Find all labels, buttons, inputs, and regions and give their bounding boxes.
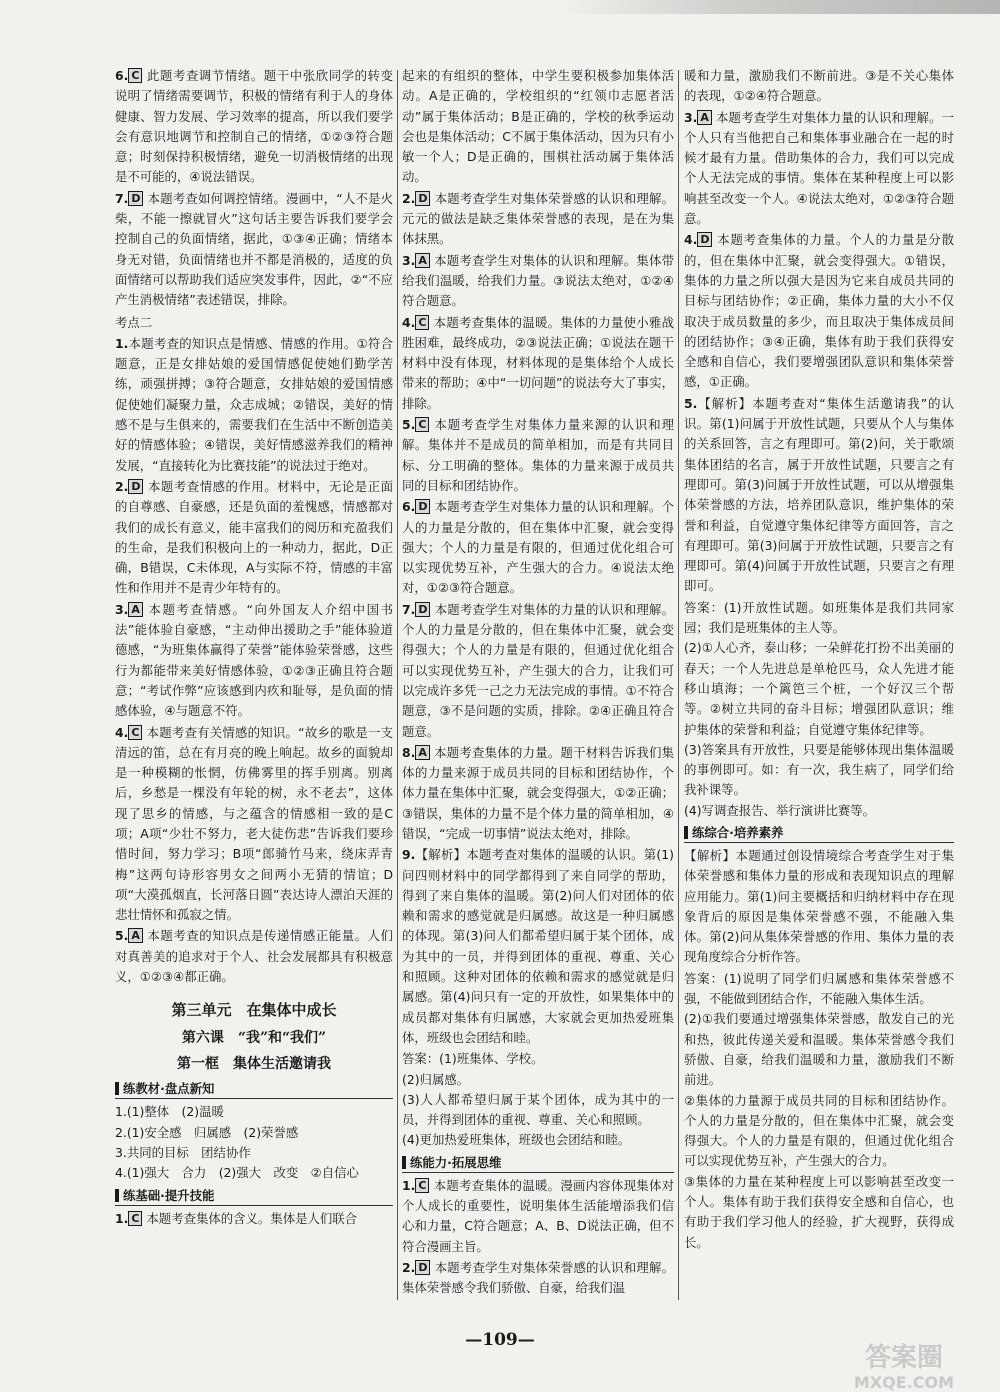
answer-line: 答案：(1)说明了同学们归属感和集体荣誉感不强，不能做到团结合作，不能融入集体生活。: [684, 970, 954, 1007]
answer-line: (2)①人心齐，泰山移；一朵鲜花打扮不出美丽的春天；一个人先进总是单枪匹马，众人先进才能移山填海；一个篱笆三个桩，一个好汉三个帮等。②树立共同的奋斗目标；增强团队意识；维护集体的荣誉和利益；自觉遵守集体纪律等。: [684, 640, 954, 737]
answer-line: (3)人人都希望归属于某个团体，成为其中的一员，并得到团体的重视、尊重、关心和照顾。: [402, 1091, 674, 1128]
answer-line: 答案：(1)班集体、学校。: [402, 1051, 544, 1067]
answer-line: 答案：(1)开放性试题。如班集体是我们共同家园；我们是班集体的主人等。: [684, 599, 954, 636]
section-marker-icon: [115, 1082, 119, 1095]
section-marker-icon: [684, 826, 688, 839]
answer-block: [684, 969, 954, 1253]
answer-letter-badge: D: [415, 1260, 430, 1275]
watermark-url: MXQE.COM: [853, 1373, 955, 1392]
answer-line: ③集体的力量在某种程度上可以影响甚至改变一个人。集体有助于我们获得安全感和自信心，也有助于我们学习他人的经验，扩大视野，获得成长。: [684, 1173, 954, 1250]
column-left: [115, 66, 393, 1316]
answer-letter-badge: D: [128, 479, 143, 494]
answer-letter-badge: A: [128, 928, 143, 943]
answer-item: 5. A 本题考查的知识点是传递情感正能量。人们对真善美的追求对于个人、社会发展都具有积极意义，①②③④都正确。: [115, 928, 393, 985]
answer-letter-badge: D: [415, 191, 430, 206]
answer-item: 3. A 本题考查情感。“向外国友人介绍中国书法”能体验自豪感，“主动伸出援助之手”能体验道德感，“为班集体赢得了荣誉”能体验荣誉感，这些行为都能带来美好情感体验，①②③正确且符合题意；“考试作弊”应该感到内疚和耻辱，是负面的情感体验，④与题意不符。: [115, 601, 393, 719]
lesson-title: 第六课 “我”和“我们”: [181, 1030, 327, 1047]
answer-item: 1.本题考查的知识点是情感、情感的作用。①符合题意，正是女排姑娘的爱国情感促使她们勤学苦练，顽强拼搏；③符合题意，女排姑娘的爱国情感促使她们凝聚力量，众志成城；②错误，美好的情感不是与生俱来的，需要我们在生活中不断创造美好的情感体验；④错误，美好情感滋养我们的精神发展，“直接转化为比赛技能”的说法过于绝对。: [115, 335, 393, 473]
answer-item: 6. C 此题考查调节情绪。题干中张欣同学的转变说明了情绪需要调节，积极的情绪有利于人的身体健康、智力发展、学习效率的提高，所以我们要学会有意识地调节和控制自己的情绪，①②③符合题意；时刻保持积极情绪，避免一切消极情绪的出现是不可能的，④说法错误。: [115, 68, 393, 185]
answer-item: 2. D 本题考查学生对集体荣誉感的认识和理解。集体荣誉感令我们骄傲、自豪，给我们温: [402, 1259, 674, 1296]
section-header: 练教材·盘点新知: [115, 1079, 393, 1099]
list-item: 3.共同的目标 团结协作: [115, 1144, 251, 1160]
scan-edge-shadow: [560, 0, 1000, 14]
answer-item: 7. D 本题考查学生对集体的力量的认识和理解。个人的力量是分散的，但在集体中汇聚，就会变得强大；个人的力量是有限的，但通过优化组合可以实现优势互补，产生强大的合力，让我们可以完成许多凭一己之力无法完成的事情。①不符合题意，③不是问题的实质，排除。②④正确且符合题意。: [402, 601, 674, 739]
answer-letter-badge: C: [128, 68, 142, 83]
answer-item: 2. D 本题考查学生对集体荣誉感的认识和理解。元元的做法是缺乏集体荣誉感的表现，是在为集体抹黑。: [402, 190, 674, 247]
answer-item: 3. A 本题考查学生对集体力量的认识和理解。一个人只有当他把自己和集体事业融合在一起的时候才最有力量。借助集体的合力，我们可以完成个人无法完成的事情。集体在某种程度上可以影响甚至改变一个人。④说法太绝对，①②③符合题意。: [684, 109, 954, 227]
answer-item: 5.【解析】本题考查对“集体生活邀请我”的认识。第(1)问属于开放性试题，只要从个人与集体的关系回答，言之有理即可。第(2)问，关于歌颂集体团结的名言，属于开放性试题，只要言之有理即可。第(3)问属于开放性试题，可以从增强集体荣誉感的方法，培养团队意识，维护集体的荣誉和利益，自觉遵守集体纪律等方面回答，言之有理即可。第(3)问属于开放性试题，只要言之有理即可。第(4)问属于开放性试题，只要言之有理即可。: [684, 395, 954, 594]
answer-letter-badge: C: [415, 417, 429, 432]
answer-item: 4. C 本题考查集体的温暖。集体的力量使小雅战胜困难，最终成功，②③说法正确；①说法在题干材料中没有体现，材料体现的是集体给个人成长带来的帮助；④中“一切问题”的说法夸大了事实，排除。: [402, 314, 674, 411]
answer-line: (4)写调查报告、举行演讲比赛等。: [684, 802, 876, 818]
answer-line: (2)①我们要通过增强集体荣誉感，散发自己的光和热，彼此传递关爱和温暖。集体荣誉感令我们骄傲、自豪，给我们温暖和力量，激励我们不断前进。: [684, 1011, 954, 1088]
answer-letter-badge: D: [697, 232, 712, 247]
answer-item: 5. C 本题考查学生对集体力量来源的认识和理解。集体并不是成员的简单相加，而是有共同目标、分工明确的整体。集体的力量来源于成员共同的目标和团结协作。: [402, 417, 674, 493]
answer-letter-badge: A: [697, 110, 712, 125]
answer-letter-badge: D: [415, 499, 430, 514]
answer-item: 4. D 本题考查集体的力量。个人的力量是分散的，但在集体中汇聚，就会变得强大。①错误，集体的力量之所以强大是因为它来自成员共同的目标与团结协作；②正确，集体力量的大小不仅取决于成员数量的多少，而且取决于集体成员间的团结协作；③④正确，集体有助于我们获得安全感和自信心，我们要增强团队意识和集体荣誉感，①正确。: [684, 232, 954, 390]
column-middle: [402, 66, 674, 1316]
answer-line: ②集体的力量源于成员共同的目标和团结协作。个人的力量是分散的，但在集体中汇聚，就会变得强大。个人的力量是有限的，但通过优化组合可以实现优势互补，产生强大的合力。: [684, 1092, 954, 1169]
section-marker-icon: [402, 1156, 406, 1169]
watermark-logo: [824, 1336, 984, 1392]
fill-answer-list: [115, 1102, 393, 1183]
analysis-paragraph: 【解析】本题通过创设情境综合考查学生对于集体荣誉感和集体力量的形成和表现知识点的理解应用能力。第(1)问主要概括和归纳材料中存在现象背后的原因是集体荣誉感不强，不能融入集体。第(2)问从集体荣誉感的作用、集体力量的表现角度综合分析作答。: [684, 847, 954, 965]
answer-item: 1. C 本题考查集体的含义。集体是人们联合: [115, 1210, 358, 1226]
answer-letter-badge: A: [415, 253, 430, 268]
answer-continuation: 起来的有组织的整体，中学生要积极参加集体活动。A是正确的，学校组织的“红领巾志愿者活动”属于集体活动；B是正确的，学校的秋季运动会也是集体活动；C不属于集体活动，因为只有小敏一个人；D是正确的，围棋社活动属于集体活动。: [402, 68, 674, 185]
answer-item: 1. C 本题考查集体的温暖。漫画内容体现集体对个人成长的重要性，说明集体生活能增添我们信心和力量，C符合题意；A、B、D说法正确，但不符合漫画主旨。: [402, 1177, 674, 1254]
answer-item: 4. C 本题考查有关情感的知识。“故乡的歌是一支清远的笛，总在有月亮的晚上响起。故乡的面貌却是一种模糊的怅惘，仿佛雾里的挥手别离。别离后，乡愁是一棵没有年轮的树，永不老去”，这体现了思乡的情感，与之蕴含的情感相一致的是C项；A项“少壮不努力，老大徒伤悲”告诉我们要珍惜时间，努力学习；B项“郎骑竹马来，绕床弄青梅”这两句诗形容男女之间两小无猜的情谊；D项“大漠孤烟直，长河落日圆”表达诗人漂泊天涯的悲壮情怀和孤寂之情。: [115, 724, 393, 923]
list-item: 2.(1)安全感 归属感 (2)荣誉感: [115, 1124, 299, 1140]
answer-letter-badge: C: [128, 1211, 142, 1226]
answer-item: 2. D 本题考查情感的作用。材料中，无论是正面的自尊感、自豪感，还是负面的羞愧感，情感都对我们的成长有意义，能丰富我们的阅历和充盈我们的生命，是我们积极向上的一种动力，据此，D正确，B错误，C未体现，A与实际不符，情感的丰富性和作用并不是青少年特有的。: [115, 478, 393, 596]
answer-letter-badge: C: [415, 315, 429, 330]
column-divider: [678, 70, 679, 1300]
answer-block: [402, 1049, 674, 1150]
answer-item: 6. D 本题考查学生对集体力量的认识和理解。个人的力量是分散的，但在集体中汇聚，就会变得强大；个人的力量是有限的，但通过优化组合可以实现优势互补，产生强大的合力。④说法太绝对，①②③符合题意。: [402, 499, 674, 596]
answer-item: 9.【解析】本题考查对集体的温暖的认识。第(1)问四则材料中的同学都得到了来自同学的帮助，得到了来自集体的温暖。第(2)问人们对团体的依赖和需求的感觉就是归属感。故这是一种归属感的体现。第(3)问人们都希望归属于某个团体，成为其中的一员，并得到团体的重视、尊重、关心和照顾。这种对团体的依赖和需求的感觉就是归属感。第(4)问只有一定的开放性，如果集体中的成员都对集体有归属感，大家就会更加热爱班集体，班级也会团结和睦。: [402, 847, 674, 1045]
answer-block: [684, 598, 954, 821]
answer-item: 7. D 本题考查如何调控情绪。漫画中，“人不是火柴，不能一擦就冒火”这句话主要告诉我们要学会控制自己的负面情绪，据此，①③④正确；情绪本身无对错，负面情绪也并不都是消极的，适度的负面情绪可以帮助我们适应突发事件，因此，②“不应产生消极情绪”表述错误，排除。: [115, 190, 393, 308]
list-item: 1.(1)整体 (2)温暖: [115, 1104, 224, 1120]
frame-title: 第一框 集体生活邀请我: [177, 1056, 331, 1073]
column-right: [684, 66, 954, 1316]
section-header: 练综合·培养素养: [684, 823, 954, 843]
answer-letter-badge: D: [415, 602, 430, 617]
section-header: 练能力·拓展思维: [402, 1153, 674, 1173]
answer-line: (3)答案具有开放性，只要是能够体现出集体温暖的事例即可。如：有一次，我生病了，同学们给我补课等。: [684, 741, 954, 798]
answer-letter-badge: A: [128, 602, 143, 617]
answer-letter-badge: D: [128, 191, 143, 206]
column-divider: [397, 70, 398, 1300]
answer-item: 8. A 本题考查集体的力量。题干材料告诉我们集体的力量来源于成员共同的目标和团结协作，个体力量在集体中汇聚，就会变得强大，①②正确；③错误，集体的力量不是个体力量的简单相加，④错误，“完成一切事情”说法太绝对，排除。: [402, 744, 674, 841]
list-item: 4.(1)强大 合力 (2)强大 改变 ②自信心: [115, 1165, 359, 1181]
unit-title: 第三单元 在集体中成长: [171, 1001, 337, 1020]
answer-line: (2)归属感。: [402, 1071, 470, 1087]
section-label: 考点二: [115, 314, 153, 330]
answer-letter-badge: C: [415, 1178, 429, 1193]
section-header: 练基础·提升技能: [115, 1186, 393, 1206]
answer-continuation: 暖和力量，激励我们不断前进。③是不关心集体的表现，①②④符合题意。: [684, 68, 954, 104]
answer-line: (4)更加热爱班集体，班级也会团结和睦。: [402, 1132, 631, 1148]
answer-item: 3. A 本题考查学生对集体的认识和理解。集体带给我们温暖，给我们力量。③说法太绝对，①②④符合题意。: [402, 252, 674, 309]
section-marker-icon: [115, 1189, 119, 1202]
answer-letter-badge: A: [415, 745, 430, 760]
answer-letter-badge: C: [128, 725, 142, 740]
page-number: —109—: [465, 1330, 535, 1350]
watermark-text: 答案圈: [864, 1343, 944, 1373]
